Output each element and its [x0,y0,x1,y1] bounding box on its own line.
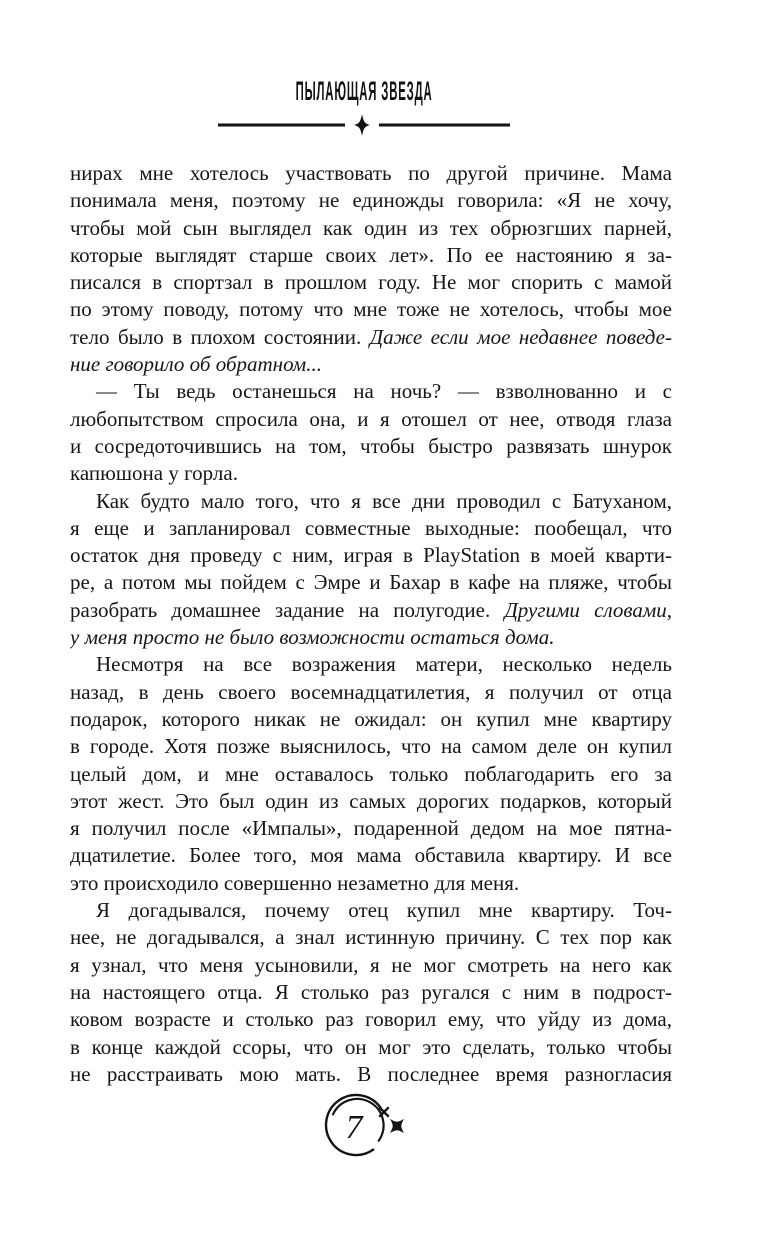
text-segment: целый дом, и мне оставалось только поблагодарить его за [70,761,672,786]
text-line [70,597,672,624]
text-segment: не расстраивать мою мать. В последнее время разногласия [70,1061,672,1086]
text-line [70,460,672,487]
text-segment: понимала меня, поэтому не единожды говорила: «Я не хочу, [70,188,672,213]
text-segment: назад, в день своего восемнадцатилетия, я получил от отца [70,679,672,704]
text-line [70,242,672,269]
page-number-ornament [312,1086,412,1172]
text-block [70,160,672,1088]
page-number: 7 [345,1109,363,1146]
text-line [70,924,672,951]
text-line [70,378,672,405]
text-segment: — Ты ведь останешься на ночь? — взволнованно и с [96,379,672,404]
text-segment: я еще и запланировал совместные выходные: пообещал, что [70,515,672,540]
text-line [70,515,672,542]
text-line [70,870,672,897]
text-segment: нее, не догадывался, а знал истинную причину. С тех пор как [70,925,672,950]
text-segment: капюшона у горла. [70,461,238,486]
text-segment: в конце каждой ссоры, что он мог это сделать, только чтобы [70,1034,672,1059]
text-segment: и сосредоточившись на том, чтобы быстро развязать шнурок [70,433,672,458]
text-line [70,269,672,296]
text-line [70,624,672,651]
text-line [70,897,672,924]
text-line [70,815,672,842]
italic-text-segment: ние говорило об обратном... [70,352,322,377]
text-line [70,761,672,788]
text-line [70,1061,672,1088]
text-line [70,842,672,869]
header-separator [218,112,510,138]
text-line [70,324,672,351]
text-segment: это происходило совершенно незаметно для меня. [70,870,520,895]
text-line [70,1006,672,1033]
italic-text-segment: у меня просто не было возможности остаться дома. [70,625,555,650]
text-line [70,406,672,433]
text-segment: этот жест. Это был один из самых дорогих подарков, который [70,788,672,813]
text-segment: ковом возрасте и столько раз говорил ему, что уйду из дома, [70,1007,672,1032]
text-line [70,1034,672,1061]
text-line [70,952,672,979]
text-line [70,706,672,733]
text-segment: Как будто мало того, что я все дни проводил с Батуханом, [96,488,672,513]
book-title: ПЫЛАЮЩАЯ ЗВЕЗДА [295,76,433,106]
text-line [70,542,672,569]
text-segment: писался в спортзал в прошлом году. Не мог спорить с мамой [70,270,672,295]
text-line [70,433,672,460]
text-segment: остаток дня проведу с ним, играя в PlayStation в моей кварти- [70,543,672,568]
italic-text-segment: Другими словами, [504,597,672,622]
text-segment: Несмотря на все возражения матери, несколько недель [96,652,672,677]
text-segment: ре, а потом мы пойдем с Эмре и Бахар в кафе на пляже, чтобы [70,570,672,595]
text-line [70,788,672,815]
text-line [70,733,672,760]
text-segment: я узнал, что меня усыновили, я не мог смотреть на него как [70,952,672,977]
text-segment: разобрать домашнее задание на полугодие. [70,597,505,622]
four-point-star-icon [354,114,370,136]
text-segment: на настоящего отца. Я столько раз ругался с ним в подрост- [70,979,672,1004]
italic-text-segment: Даже если мое недавнее поведе- [369,324,672,349]
text-segment: подарок, которого никак не ожидал: он купил мне квартиру [70,706,672,731]
text-line [70,679,672,706]
text-line [70,569,672,596]
text-segment: чтобы мой сын выглядел как один из тех обрюзгших парней, [70,215,672,240]
text-line [70,215,672,242]
text-line [70,651,672,678]
text-segment: по этому поводу, потому что мне тоже не хотелось, чтобы мое [70,297,672,322]
text-line [70,187,672,214]
text-segment: Я догадывался, почему отец купил мне квартиру. Точ- [96,898,672,923]
text-line [70,296,672,323]
text-line [70,160,672,187]
text-segment: тело было в плохом состоянии. [70,324,370,349]
text-line [70,351,672,378]
text-line [70,488,672,515]
text-segment: нирах мне хотелось участвовать по другой причине. Мама [70,161,672,185]
text-segment: я получил после «Импалы», подаренной дедом на мое пятна- [70,816,672,841]
text-segment: любопытством спросила она, и я отошел от нее, отводя глаза [70,406,672,431]
text-segment: которые выглядят старше своих лет». По ее настоянию я за- [70,242,672,267]
text-segment: дцатилетие. Более того, моя мама обставила квартиру. И все [70,843,672,868]
page-header [0,76,728,107]
text-line [70,979,672,1006]
text-segment: в городе. Хотя позже выяснилось, что на самом деле он купил [70,734,672,759]
